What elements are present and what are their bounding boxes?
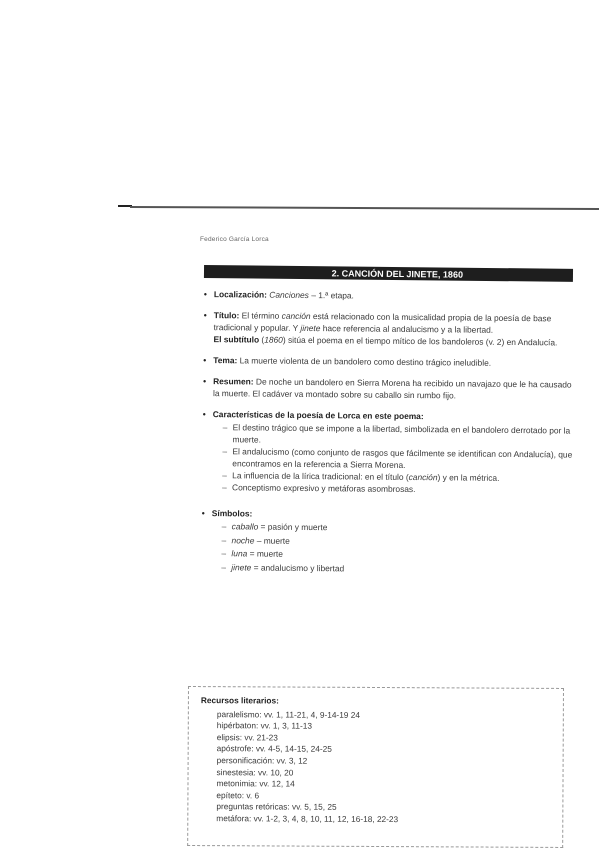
recurso-item: metáfora: vv. 1-2, 3, 4, 8, 10, 11, 12, 16-18, 22-23 [216,813,399,825]
section-title-banner [204,265,573,282]
label-caracteristicas: Características de la poesía de Lorca en este poema: [212,409,424,422]
bullet: • [203,288,207,300]
running-head: Federico García Lorca [200,236,269,243]
dash: – [222,422,228,433]
bullet: • [201,507,205,519]
item-titulo [203,309,575,349]
dash: – [222,446,228,457]
list-item-text: El destino trágico que se impone a la libertad, simbolizada en el bandolero derrotado por la muerte. [232,422,571,445]
simbolos-list [211,520,574,577]
item-caracteristicas [202,408,575,497]
recurso-item: hipérbaton: vv. 1, 3, 11-13 [216,720,312,731]
label-tema: Tema: [213,355,238,366]
label-resumen: Resumen: [213,376,254,387]
symbol-meaning: = andalucismo y libertad [251,561,345,573]
text-titulo-1: El término [239,310,282,321]
label-subtitulo: El subtítulo [213,334,260,345]
section-title: 2. CANCIÓN DEL JINETE, 1860 [331,267,464,280]
text-tema: La muerte violenta de un bandolero como destino trágico ineludible. [237,355,492,368]
list-item [222,421,574,448]
symbol-meaning: – muerte [254,534,290,546]
text-titulo-3: hace referencia al andalucismo y a la libertad. [320,323,494,335]
text-subtitulo-italic: 1860 [264,334,283,345]
recursos-title: Recursos literarios: [200,695,279,706]
item-tema [203,354,575,370]
dash: – [221,521,227,532]
recurso-item: metonimia: vv. 12, 14 [216,778,295,789]
recurso-item: apóstrofe: vv. 4-5, 14-15, 24-25 [216,743,332,755]
recursos-box [187,686,564,848]
label-titulo: Título: [213,310,240,321]
dash: – [221,561,227,572]
recurso-item: preguntas retóricas: vv. 5, 15, 25 [216,801,337,813]
text-titulo-italic-1: canción [281,310,311,322]
text-subtitulo-2: ) sitúa el poema en el tiempo mítico de los bandoleros (v. 2) en Andalucía. [282,334,558,348]
item-simbolos [201,507,574,578]
dash: – [222,482,227,493]
text-localizacion: – 1.ª etapa. [308,290,354,301]
bullet: • [203,309,207,321]
recurso-item: paralelismo: vv. 1, 11-21, 4, 9-14-19 24 [216,708,361,720]
list-item-italic: canción [408,471,438,483]
symbol-term: luna [231,548,248,559]
label-localizacion: Localización: [213,289,268,300]
dash: – [221,548,227,559]
dash: – [222,470,227,481]
recurso-item: elipsis: vv. 21-23 [216,731,278,743]
item-localizacion [204,288,576,304]
recurso-item: personificación: vv. 3, 12 [216,755,308,766]
text-localizacion-italic: Canciones [269,289,309,301]
list-item-text: ) y en la métrica. [437,472,500,483]
list-item [221,561,573,578]
symbol-meaning: = pasión y muerte [258,521,328,533]
text-resumen: De noche un bandolero en Sierra Morena ha recibido un navajazo que le ha causado la muerte. El cadáver va montado sobre su caballo sin rumbo fijo. [212,376,572,401]
recurso-item: epíteto: v. 6 [216,789,260,801]
list-item [222,481,574,496]
list-item [222,445,574,472]
bullet: • [203,375,207,387]
text-subtitulo-1: ( [259,334,265,345]
page-edge [130,206,599,210]
list-item-text: La influencia de la lírica tradicional: en el título ( [232,470,409,482]
symbol-meaning: = muerte [247,548,283,559]
label-simbolos: Símbolos: [211,508,253,519]
symbol-term: noche [231,534,255,545]
list-item-text: Conceptismo expresivo y metáforas asombrosas. [232,482,416,495]
caracteristicas-list [212,421,575,496]
content [201,288,576,587]
item-resumen [203,375,575,403]
bullet: • [203,354,207,366]
text-titulo-italic-2: jinete [300,322,321,334]
dash: – [221,534,227,545]
list-item-text: El andalucismo (como conjunto de rasgos que fácilmente se identifican con Andalucía), que encontramos en la referencia a Sierra Morena. [232,446,573,470]
text-titulo-2: está relacionado con la musicalidad propia de la poesía de base tradicional y popular. Y [213,311,552,333]
symbol-term: jinete [231,561,252,572]
symbol-term: caballo [231,521,259,532]
bullet: • [202,408,206,420]
recurso-item: sinestesia: vv. 10, 20 [216,766,294,778]
